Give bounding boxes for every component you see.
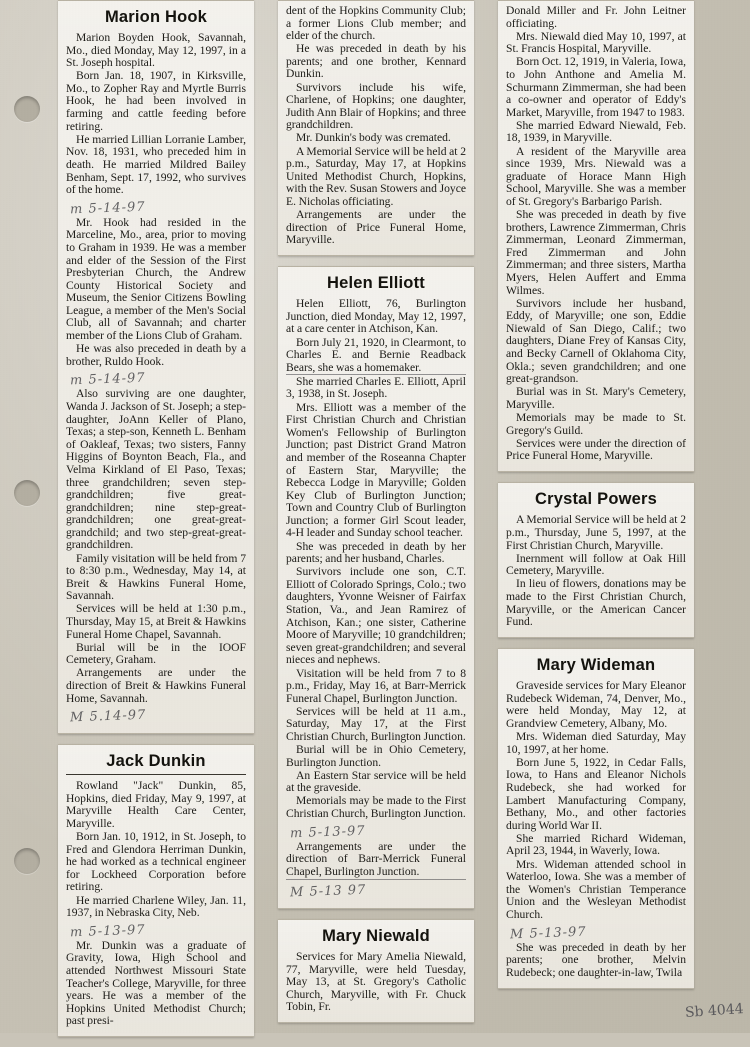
obituary-paragraph: Mrs. Wideman attended school in Waterloo, Iowa. She was a member of the Women's Christian Temperance Union and the Wesleyan Methodist Church. [506,857,686,921]
obituary-mary-niewald [278,919,474,1023]
column-2 [278,0,474,1033]
obituary-paragraph: In lieu of flowers, donations may be made to the First Christian Church, Maryville, or the American Cancer Fund. [506,577,686,629]
obituary-paragraph: A Memorial Service will be held at 2 p.m., Saturday, May 17, at Hopkins United Methodist Church, Hopkins, with the Rev. Susan Stowers and Joyce E. Nicholas officiating. [286,144,466,208]
obituary-paragraph: She married Richard Wideman, April 23, 1944, in Waverly, Iowa. [506,831,686,858]
obituary-crystal-powers [498,482,694,638]
obituary-paragraph: She was preceded in death by her parents; and her husband, Charles. [286,539,466,566]
obituary-paragraph: Memorials may be made to St. Gregory's Guild. [506,411,686,437]
obituary-paragraph: Helen Elliott, 76, Burlington Junction, died Monday, May 12, 1997, at a care center in Atchison, Kan. [286,297,466,336]
obituary-paragraph: Born Oct. 12, 1919, in Valeria, Iowa, to John Anthone and Amelia M. Schurmann Zimmerman, she had been a co-owner and operator of Eddy's Market, Maryville, from 1947 to 1983. [506,55,686,119]
obituary-paragraph: She married Edward Niewald, Feb. 18, 1939, in Maryville. [506,118,686,145]
pencil-annotation [510,924,686,940]
obituary-paragraph [286,879,466,880]
obituary-paragraph: A Memorial Service will be held at 2 p.m., Thursday, June 5, 1997, at the First Christian Church, Maryville. [506,513,686,552]
obituary-helen-elliott [278,266,474,909]
pencil-annotation-text: m 5-13-97 [289,823,366,841]
obituary-paragraph: Born Jan. 10, 1912, in St. Joseph, to Fred and Glendora Herriman Dunkin, he had worked as a technical engineer for Lockheed Corporation before retiring. [66,830,246,894]
obituary-paragraph: Born July 21, 1920, in Clearmont, to Charles E. and Bernie Readback Bears, she was a homemaker. [286,335,466,374]
obituary-paragraph: Burial will be in the IOOF Cemetery, Graham. [66,640,246,667]
obituary-paragraph: Donald Miller and Fr. John Leitner officiating. [506,4,686,30]
obituary-paragraph: Memorials may be made to the First Christian Church, Burlington Junction. [286,794,466,821]
obituary-paragraph: Mr. Dunkin was a graduate of Gravity, Iowa, High School and attended Northwest Missouri State Teacher's College, Maryville, for three years. He was a member of the Hopkins United Methodist Church; past presi- [66,938,246,1028]
obituary-paragraph: Services were under the direction of Price Funeral Home, Maryville. [506,436,686,463]
obituary-mary-niewald-continued [498,0,694,472]
obituary-paragraph: Survivors include one son, C.T. Elliott of Colorado Springs, Colo.; two daughters, Yvonne Weisner of Fairfax Station, Va., and Jean Ramirez of Atchison, Kan.; one sister, Catherine Moore of Maryville; 10 grandchildren; seven great-grandchildren; and several nieces and nephews. [286,565,466,667]
obituary-paragraph: Arrangements are under the direction of Price Funeral Home, Maryville. [286,208,466,247]
pencil-annotation-text: m 5-14-97 [69,199,146,218]
pencil-annotation-text: m 5-13-97 [69,922,146,941]
binder-hole [14,96,40,122]
obituary-mary-wideman [498,648,694,989]
obituary-paragraph: She was preceded in death by her parents; one brother, Melvin Rudebeck; one daughter-in-law, Twila [506,940,686,979]
pencil-annotation [69,370,246,389]
obituary-paragraph: Rowland "Jack" Dunkin, 85, Hopkins, died Friday, May 9, 1997, at Maryville Health Care Center, Maryville. [66,779,246,830]
obituary-paragraph: She was preceded in death by five brothers, Lawrence Zimmerman, Chris Zimmerman, Leonard Zimmerman, Fred Zimmerman and John Zimmerman; and three sisters, Martha Myers, Helen Auffert and Emma Wilmes. [506,208,686,297]
obituary-paragraph: Marion Boyden Hook, Savannah, Mo., died Monday, May 12, 1997, in a St. Joseph hospital. [66,31,246,70]
obituary-paragraph: A resident of the Maryville area since 1939, Mrs. Niewald was a graduate of Horace Mann High School, Maryville. She was a member of St. Gregory's Barbarigo Parish. [506,144,686,208]
archive-reference-mark: Sb 4044 [684,1000,745,1022]
column-1 [58,0,254,1047]
obituary-paragraph: Mrs. Elliott was a member of the First Christian Church and Christian Women's Fellowship of Burlington Junction; past District Grand Matron and member of the Roseanna Chapter of Eastern Star, Maryville; the Rebecca Lodge in Maryville; Golden Key Club of Burlington Junction; Town and Country Club of Burlington Junction; a former Girl Scout leader, 4-H leader and Sunday school teacher. [286,400,466,540]
column-3 [498,0,694,999]
obituary-headline: Jack Dunkin [66,752,246,775]
obituary-paragraph: He married Lillian Lorranie Lamber, Nov. 18, 1931, who preceded him in death. He married Mildred Bailey Benham, Sept. 17, 1992, who survives of the home. [66,132,246,197]
pencil-annotation-text: M 5-13-97 [509,924,587,942]
pencil-annotation [69,922,246,941]
pencil-annotation-text: M 5.14-97 [69,707,147,726]
pencil-annotation [69,199,246,218]
obituary-paragraph: Born Jan. 18, 1907, in Kirksville, Mo., to Zopher Ray and Myrtle Burris Hook, he had been involved in farming and cattle feeding before retiring. [66,69,246,133]
obituary-jack-dunkin-continued [278,0,474,256]
obituary-paragraph: Services will be held at 11 a.m., Saturday, May 17, at the First Christian Church, Burlington Junction. [286,704,466,743]
obituary-headline: Crystal Powers [534,490,658,509]
obituary-paragraph: Survivors include her husband, Eddy, of Maryville; one son, Eddie Niewald of San Diego, Calif.; two daughters, Diane Frey of Kansas City, and Becky Carnell of Oklahoma City, Okla.; seven grandchildren; and one great-grandson. [506,296,686,386]
binder-hole [14,480,40,506]
clippings-area [58,0,728,1033]
obituary-paragraph: Mr. Hook had resided in the Marceline, Mo., area, prior to moving to Graham in 1939. He was a member and elder of the Session of the First Presbyterian Church, the Andrew County Historical Society and Museum, the Senior Citizens Bowling League, a member of the Men's Social Club, all of Savannah; and charter member of the Lions Club of Graham. [66,215,246,343]
obituary-paragraph: He was preceded in death by his parents; and one brother, Kennard Dunkin. [286,42,466,81]
obituary-headline: Mary Niewald [322,926,430,945]
obituary-paragraph: dent of the Hopkins Community Club; a former Lions Club member; and elder of the church. [286,4,466,43]
obituary-headline: Helen Elliott [327,274,425,293]
obituary-paragraph: Arrangements are under the direction of Barr-Merrick Funeral Chapel, Burlington Junction. [286,839,466,878]
pencil-annotation [289,882,466,901]
pencil-annotation-text: M 5-13 97 [289,882,367,901]
obituary-paragraph: An Eastern Star service will be held at the graveside. [286,768,466,795]
obituary-paragraph: Services for Mary Amelia Niewald, 77, Maryville, were held Tuesday, May 13, at St. Gregory's Catholic Church, Maryville, with Fr. Chuck Tobin, Fr. [286,949,466,1014]
obituary-paragraph: Survivors include his wife, Charlene, of Hopkins; one daughter, Judith Ann Blair of Hopkins; and three grandchildren. [286,80,466,132]
obituary-paragraph: He married Charlene Wiley, Jan. 11, 1937, in Nebraska City, Neb. [66,893,246,920]
obituary-paragraph: Burial will be in Ohio Cemetery, Burlington Junction. [286,743,466,769]
obituary-paragraph: Mr. Dunkin's body was cremated. [296,131,451,145]
binder-hole [14,848,40,874]
obituary-paragraph: Inernment will follow at Oak Hill Cemetery, Maryville. [506,551,686,578]
obituary-paragraph: Burial was in St. Mary's Cemetery, Maryville. [506,385,686,411]
obituary-paragraph: Mrs. Niewald died May 10, 1997, at St. Francis Hospital, Maryville. [506,29,686,56]
obituary-headline: Mary Wideman [536,656,656,675]
obituary-paragraph: Also surviving are one daughter, Wanda J. Jackson of St. Joseph; a step-daughter, JoAnn Keller of Plano, Texas; a step-son, Kenneth L. Benham of Oakleaf, Texas; two sisters, Fanny Higgins of Boynton Beach, Fla., and Velma Kirkland of El Paso, Texas; three grandchildren; seven step-grandchildren; five great-grandchildren; nine step-great-grandchildren; one great-great-grandchild; and two step-great-great-grandchildren. [66,387,246,552]
obituary-paragraph: She married Charles E. Elliott, April 3, 1938, in St. Joseph. [286,374,466,401]
obituary-paragraph: Arrangements are under the direction of Breit & Hawkins Funeral Home, Savannah. [66,666,246,705]
obituary-jack-dunkin [58,744,254,1037]
obituary-paragraph: Graveside services for Mary Eleanor Rudebeck Wideman, 74, Denver, Mo., were held Monday, May 12, at Grandview Cemetery, Albany, Mo. [506,679,686,730]
obituary-paragraph: Visitation will be held from 7 to 8 p.m., Friday, May 16, at Barr-Merrick Funeral Chapel, Burlington Junction. [286,666,466,705]
obituary-paragraph: Born June 5, 1922, in Cedar Falls, Iowa, to Hans and Eleanor Nichols Rudebeck, she had worked for Lambert Manufacturing Company, Bethany, Mo., and other factories during World War II. [506,755,686,832]
pencil-annotation-text: m 5-14-97 [69,371,146,389]
obituary-headline: Marion Hook [104,8,208,26]
obituary-marion-hook [58,0,254,734]
obituary-paragraph: Mrs. Wideman died Saturday, May 10, 1997, at her home. [506,730,686,756]
obituary-paragraph: Family visitation will be held from 7 to 8:30 p.m., Wednesday, May 14, at Breit & Hawkins Funeral Home, Savannah. [66,551,246,603]
obituary-paragraph: Services will be held at 1:30 p.m., Thursday, May 15, at Breit & Hawkins Funeral Home Chapel, Savannah. [66,602,246,641]
obituary-paragraph: He was also preceded in death by a brother, Ruldo Hook. [66,342,246,368]
pencil-annotation [69,707,246,726]
pencil-annotation [290,823,466,839]
